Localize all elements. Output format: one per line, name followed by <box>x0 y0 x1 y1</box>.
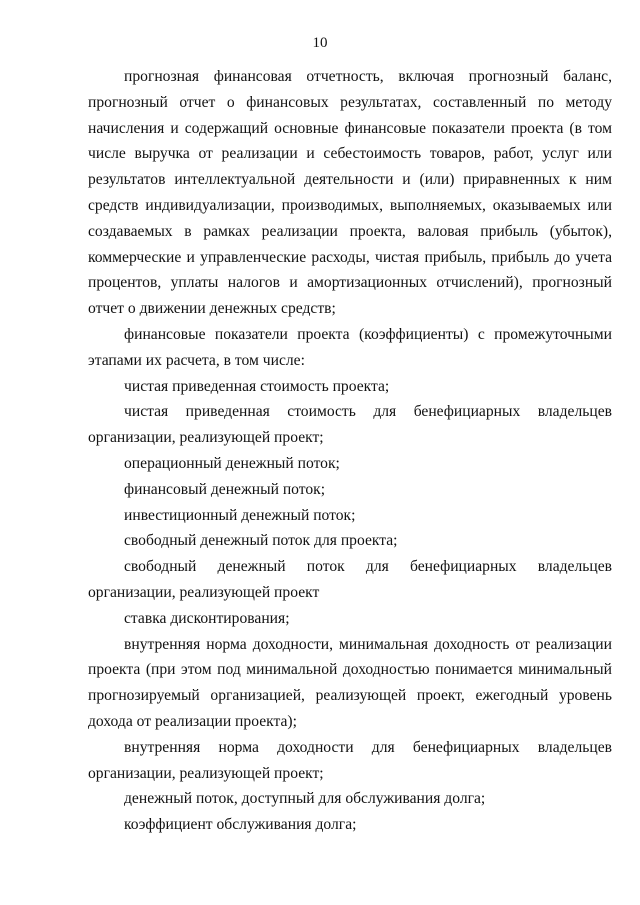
paragraph-financing-cash-flow: финансовый денежный поток; <box>124 480 326 498</box>
paragraph-forecast-financial-statements: прогнозная финансовая отчетность, включая прогнозный баланс, прогнозный отчет о финансовых результатах, составленный по методу начисления и содержащий основные финансовые показатели проекта (в том числе выручка от реализации и себестоимость товаров, работ, услуг или результатов интеллектуальной деятельности и (или) приравненных к ним средств индивидуализации, производимых, выполняемых, оказываемых или создаваемых в рамках реализации проекта, валовая прибыль (убыток), коммерческие и управленческие расходы, чистая прибыль, прибыль до учета процентов, уплаты налогов и амортизационных отчислений), прогнозный отчет о движении денежных средств; <box>88 68 612 318</box>
document-body <box>88 64 612 838</box>
paragraph-free-cash-flow-beneficiaries: свободный денежный поток для бенефициарных владельцев организации, реализующей проект <box>88 558 612 601</box>
paragraph-irr-beneficiaries: внутренняя норма доходности для бенефициарных владельцев организации, реализующей проект; <box>88 738 612 782</box>
paragraph-operating-cash-flow: операционный денежный поток; <box>124 454 340 472</box>
paragraph-discount-rate: ставка дисконтирования; <box>124 609 290 627</box>
paragraph-cash-flow-debt-service: денежный поток, доступный для обслуживания долга; <box>124 790 486 808</box>
paragraph-debt-service-coverage: коэффициент обслуживания долга; <box>124 816 357 834</box>
paragraph-financial-indicators: финансовые показатели проекта (коэффициенты) с промежуточными этапами их расчета, в том числе: <box>88 325 612 369</box>
page-number: 10 <box>312 35 328 51</box>
paragraph-free-cash-flow-project: свободный денежный поток для проекта; <box>124 532 398 550</box>
paragraph-investing-cash-flow: инвестиционный денежный поток; <box>124 506 356 524</box>
paragraph-npv-project: чистая приведенная стоимость проекта; <box>124 377 390 395</box>
paragraph-irr-minimum-return: внутренняя норма доходности, минимальная доходность от реализации проекта (при этом под минимальной доходностью понимается минимальный прогнозируемый организацией, реализующей проект, ежегодный уровень дохода от реализации проекта); <box>88 635 612 730</box>
paragraph-npv-beneficiaries: чистая приведенная стоимость для бенефициарных владельцев организации, реализующей проект; <box>88 403 612 447</box>
